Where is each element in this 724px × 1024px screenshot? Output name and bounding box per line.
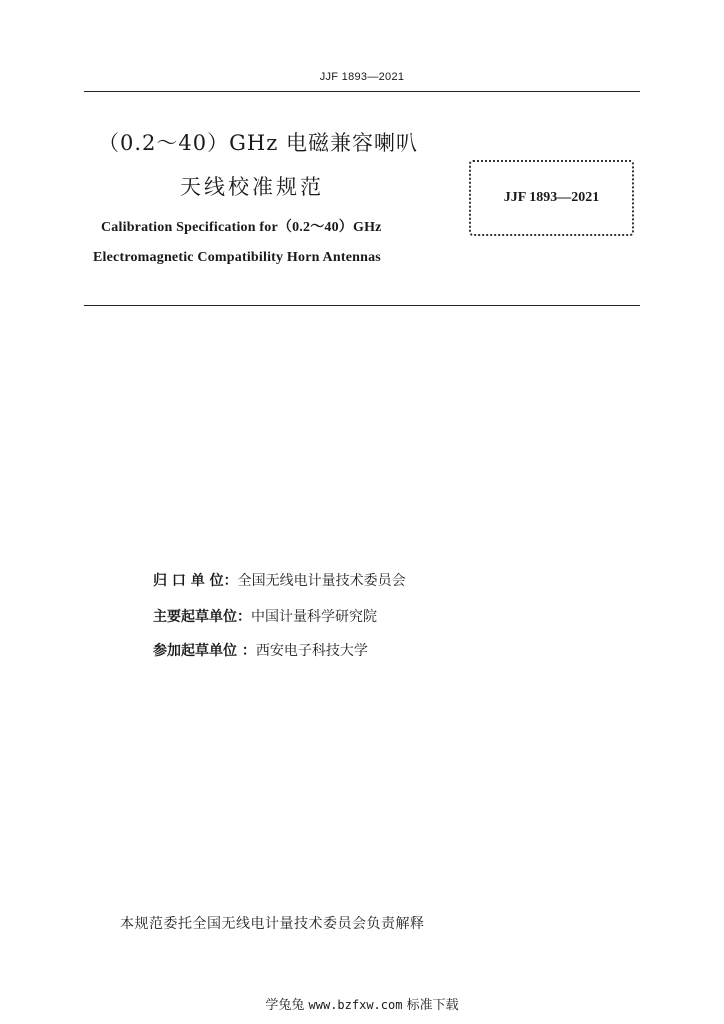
interpretation-note: 本规范委托全国无线电计量技术委员会负责解释 <box>120 916 425 932</box>
main-drafting-unit-value: 中国计量科学研究院 <box>251 609 377 625</box>
title-chinese-line-2: 天线校准规范 <box>180 175 324 199</box>
header-standard-code: JJF 1893—2021 <box>319 71 405 83</box>
participating-drafting-unit-row <box>153 640 368 660</box>
responsible-unit-label: 归 口 单 位： <box>153 573 238 589</box>
header-rule <box>84 91 640 92</box>
title-english-line-1: Calibration Specification for（0.2～40）GHz <box>101 220 382 235</box>
responsible-unit-row <box>153 570 406 590</box>
participating-drafting-unit-value: 西安电子科技大学 <box>255 643 368 659</box>
title-chinese-line-1: （0.2～40）GHz 电磁兼容喇叭 <box>98 131 418 155</box>
source-suffix: 标准下载 <box>406 998 459 1013</box>
source-prefix: 学兔兔 <box>265 998 305 1013</box>
source-watermark-line <box>0 994 724 1013</box>
main-drafting-unit-label: 主要起草单位： <box>153 609 251 625</box>
title-bottom-rule <box>84 305 640 306</box>
standard-code-box-text: JJF 1893—2021 <box>503 190 600 205</box>
main-drafting-unit-row <box>153 606 377 626</box>
responsible-unit-value: 全国无线电计量技术委员会 <box>237 573 406 589</box>
participating-drafting-unit-label: 参加起草单位 ： <box>153 643 256 659</box>
standard-code-box <box>469 160 634 236</box>
source-url[interactable]: www.bzfxw.com <box>308 998 403 1012</box>
title-english-line-2: Electromagnetic Compatibility Horn Antennas <box>93 250 381 265</box>
